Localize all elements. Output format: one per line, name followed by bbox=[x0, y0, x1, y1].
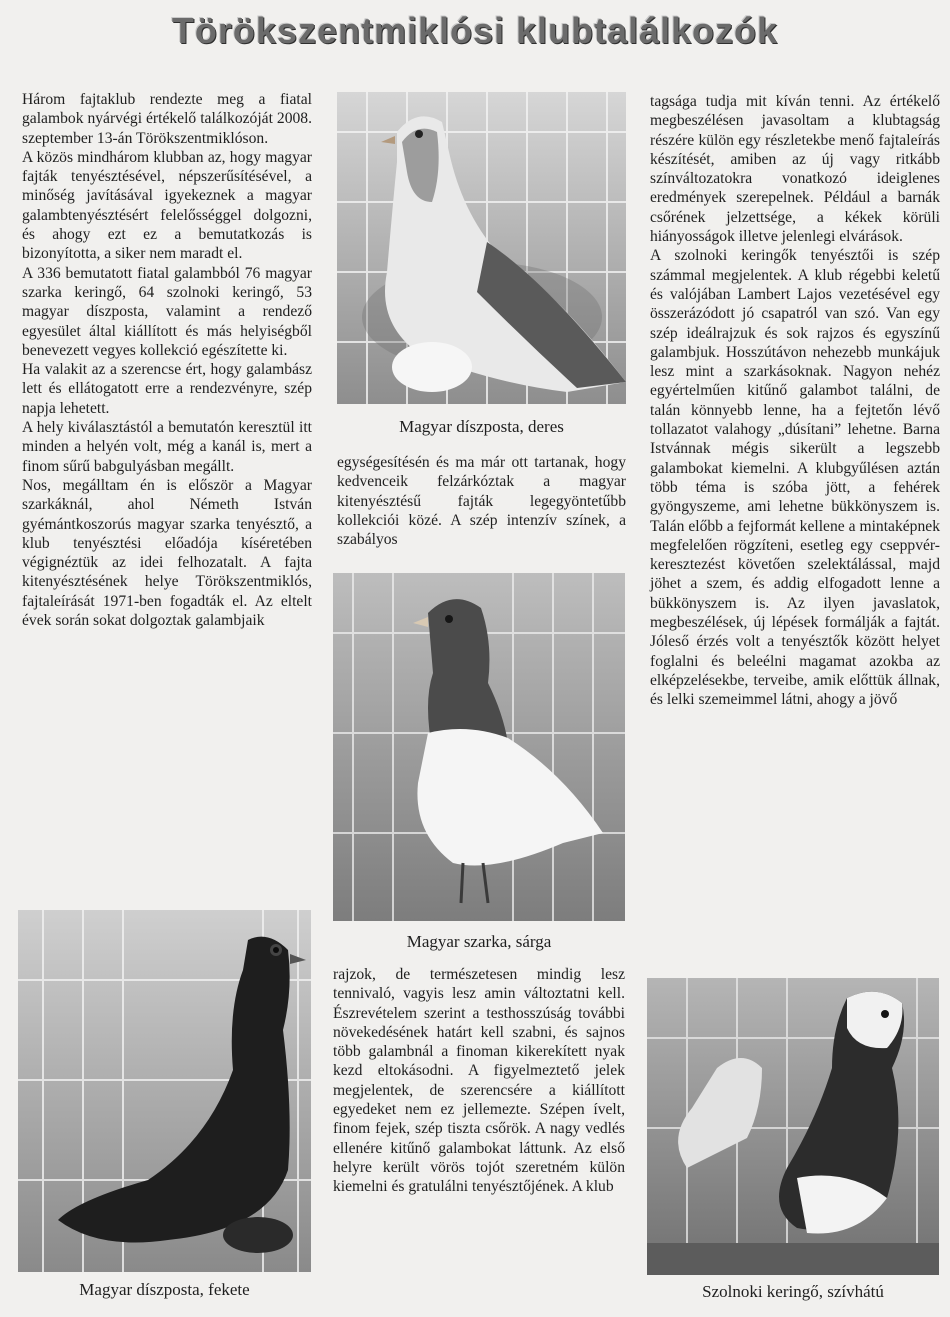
pigeon-photo-szivhatu bbox=[647, 978, 939, 1275]
paragraph: A hely kiválasztástól a bemutatón keresztül itt minden a helyén volt, még a kanál is, mert a finom sűrű babgulyásban megállt. bbox=[22, 419, 312, 475]
paragraph: egységesítésén és ma már ott tartanak, hogy kedvenceik felzárkóztak a magyar kitenyésztésű fajták legegyöntetűbb kollekciói közé. A szép intenzív színek, a szabályos bbox=[337, 454, 626, 549]
photo-caption: Magyar díszposta, fekete bbox=[79, 1280, 250, 1299]
paragraph: tagsága tudja mit kíván tenni. Az értékelő megbeszélésen javasoltam a klubtagság részére külön egy részletekbe menő fajtaleírás készítését, amiben az új vagy ritkább színváltozatokra vonatkozó ideiglenes eredmények szerepelnek. Például a barnák csőrének jelzettsége, a kékek körüli hiányosságok illetve jelenlegi elvárások. bbox=[650, 93, 940, 246]
photo-caption: Magyar díszposta, deres bbox=[399, 417, 564, 436]
paragraph: rajzok, de természetesen mindig lesz tennivaló, vagyis lesz amin változtatni kell. Észrevételem szerint a testhosszúság további növekedésének határt kell szabni, és sajnos több galambnál a finoman kikerekített nyak kezd eltokásodni. A figyelmeztető jelek megjelentek, de szerencsére a kiállított egyedeket nem ez jellemezte. Szépen ívelt, finom fejek, szép tiszta csőrök. A nagy vedlés ellenére kitűnő galambokat láttunk. Az első helyre került vörös tojót szeretném külön kiemelni és gratulálni tenyésztőjének. A klub bbox=[333, 966, 625, 1196]
pigeon-photo-szarka bbox=[333, 573, 625, 921]
article-title: Törökszentmiklósi klubtalálkozók bbox=[171, 10, 779, 51]
pigeon-photo-deres bbox=[337, 92, 626, 404]
paragraph: Ha valakit az a szerencse ért, hogy galambász lett és ellátogatott erre a rendezvényre, szép napja lehetett. bbox=[22, 361, 312, 417]
text-column-2-bottom bbox=[333, 965, 625, 1197]
paragraph: Három fajtaklub rendezte meg a fiatal galambok nyárvégi értékelő találkozóját 2008. szeptember 13-án Törökszentmiklóson. bbox=[22, 91, 312, 147]
text-column-2-top bbox=[337, 453, 626, 549]
photo-caption: Szolnoki keringő, szívhátú bbox=[702, 1282, 884, 1301]
text-column-1 bbox=[22, 90, 312, 630]
paragraph: A közös mindhárom klubban az, hogy magyar fajták tenyésztésével, népszerűsítésével, a minőség javításával igyekeznek a magyar galambtenyésztésért felelősséggel dolgozni, és ahogy ezt ez a bemutatkozás is bizonyította, a siker nem maradt el. bbox=[22, 148, 312, 263]
paragraph: A szolnoki keringők tenyésztői is szép számmal megjelentek. A klub régebbi keletű és valójában Lambert Lajos vezetésével egy összerázódott jó csapatról van szó. Van egy szép ideálrajzuk és sok rajzos és egyszínű galambjuk. Hosszútávon nehezebb munkájuk lesz mint a szarkásoknak. Nagyon nehéz egyértelműen kitűnő galambot találni, de talán könnyebb lenne, ha a fejtetőn lévő tollazatot valahogy „dúsítani” lehetne. Barna Istvánnak mégis sikerült a legszebb galambokat kiemelni. A klubgyűlésen aztán több téma is szóba jött, a fehérek gyöngyszeme, ami lehetne bükkönyszem is. Talán előbb a fejformát kellene a mintaképnek megfelelően rögzíteni, esetleg egy cseppvér-keresztezést követően szelektálással, majd jöhet a szem, és addig elfogadott lenne a bükkönyszem is. Az ilyen javaslatok, megbeszélések, új lépések formálják a fajtát. Jóleső érzés volt a tenyésztők között helyet foglalni és beleélni magamat azokba az elképzelésekbe, terveibe, amik előttük állnak, és lelki szemeimmel látni, ahogy a jövő bbox=[650, 247, 940, 709]
text-column-3 bbox=[650, 92, 940, 710]
paragraph: A 336 bemutatott fiatal galambból 76 magyar szarka keringő, 64 szolnoki keringő, 53 magyar díszposta, valamint a rendező egyesület által kiállított és más helyiségből benevezett vegyes kollekció egészítette ki. bbox=[22, 264, 312, 359]
pigeon-photo-fekete bbox=[18, 910, 311, 1272]
paragraph: Nos, megálltam én is először a Magyar szarkáknál, ahol Németh István gyémántkoszorús magyar szarka tenyésztő, a klub tenyésztési előadója kíséretében végignéztük az idei felhozatalt. A fajta kitenyésztésének helye Törökszentmiklós, fajtaleírását 1971-ben fogadták el. Az eltelt évek során sokat dolgoztak galambjaik bbox=[22, 476, 312, 630]
photo-caption: Magyar szarka, sárga bbox=[406, 932, 552, 951]
